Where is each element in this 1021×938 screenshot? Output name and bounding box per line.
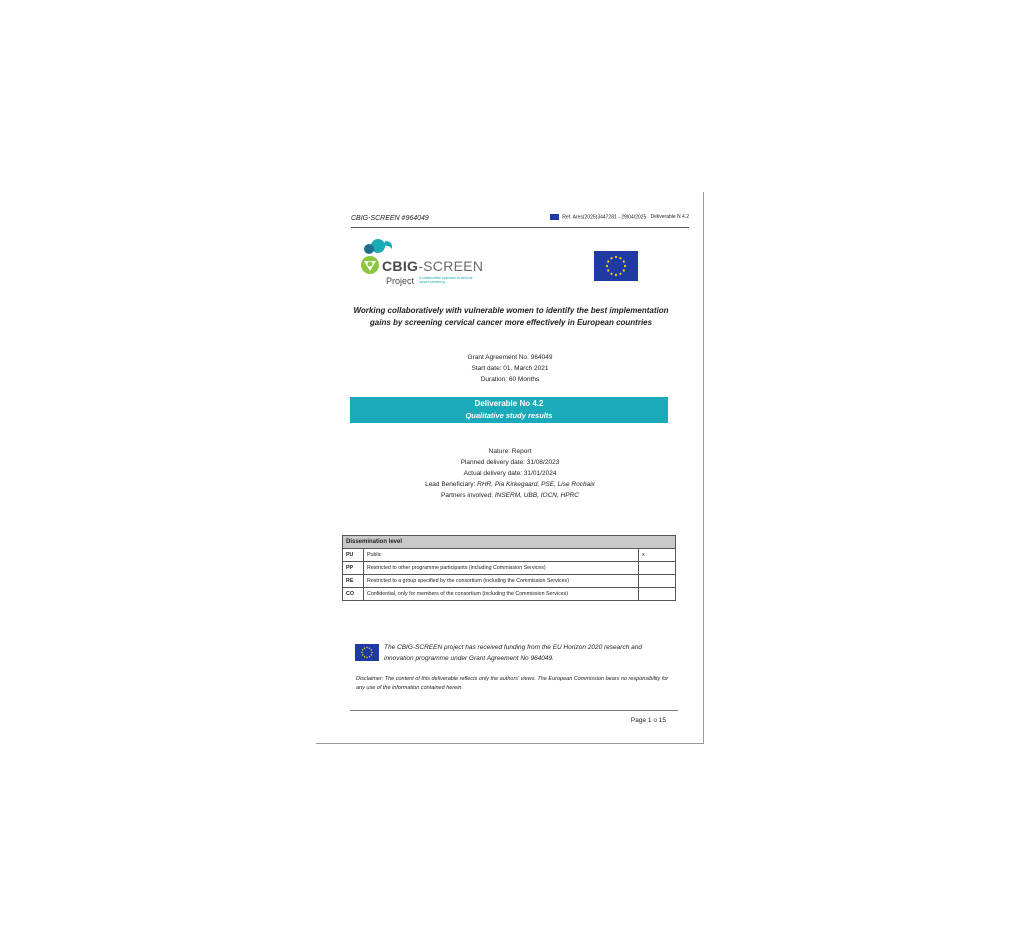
- footer-divider: [350, 710, 678, 711]
- eu-flag-icon: [550, 214, 559, 220]
- lead-beneficiary: Lead Beneficiary: RHR, Pia Kirkegaard, PSE, Lise Rochaix: [425, 481, 595, 488]
- level-mark: [639, 562, 676, 575]
- start-date: Start date: 01. March 2021: [471, 365, 549, 372]
- header-project-ref: CBIG-SCREEN #964049: [351, 215, 429, 222]
- level-mark: [639, 575, 676, 588]
- level-code: CO: [343, 588, 364, 601]
- dissemination-table: [342, 535, 676, 601]
- deliverable-number: Deliverable No 4.2: [474, 399, 544, 408]
- level-description: Restricted to a group specified by the consortium (including the Commission Services): [364, 575, 639, 588]
- table-row: [343, 562, 676, 575]
- header-divider: [351, 227, 689, 228]
- partners-involved: Partners involved: INSERM, UBB, IOCN, HPRC: [441, 492, 579, 499]
- level-code: PP: [343, 562, 364, 575]
- document-title: Working collaboratively with vulnerable women to identify the best implementation gains by screening cervical cancer more effectively in European countries: [353, 306, 669, 327]
- level-mark: [639, 588, 676, 601]
- header-reference: [550, 214, 689, 220]
- level-description: Public: [364, 549, 639, 562]
- table-header-row: [343, 536, 676, 549]
- table-row: [343, 549, 676, 562]
- level-description: Restricted to other programme participants (including Commission Services): [364, 562, 639, 575]
- logo-tagline: A collaborative approach to cervical cancer screening: [419, 276, 473, 284]
- level-code: PU: [343, 549, 364, 562]
- logo-wordmark: CBIG-SCREEN: [382, 258, 484, 274]
- header-deliverable-ref: Deliverable N 4.2: [650, 214, 689, 221]
- table-row: [343, 588, 676, 601]
- duration: Duration: 60 Months: [480, 376, 540, 383]
- level-mark: x: [639, 549, 676, 562]
- nature: Nature: Report: [488, 448, 532, 455]
- level-description: Confidential, only for members of the consortium (including the Commission Services): [364, 588, 639, 601]
- deliverable-name: Qualitative study results: [465, 411, 553, 420]
- grant-agreement: Grant Agreement No. 964049: [467, 354, 553, 361]
- table-row: [343, 575, 676, 588]
- disclaimer: Disclaimer: The content of this deliverable reflects only the authors' views. The European Commission bears no responsibility for any use of the information contained herein.: [356, 676, 669, 691]
- funding-statement: The CBIG-SCREEN project has received funding from the EU Horizon 2020 research and innovation programme under Grant Agreement No 964049.: [384, 644, 642, 662]
- ares-reference-stamp: Ref. Ares(2025)3447281 - 29/04/2025: [562, 214, 647, 221]
- planned-delivery-date: Planned delivery date: 31/08/2023: [460, 459, 560, 466]
- page-number: Page 1 o 15: [630, 717, 666, 724]
- actual-delivery-date: Actual delivery date: 31/01/2024: [463, 470, 557, 477]
- grant-info: [410, 352, 610, 385]
- level-code: RE: [343, 575, 364, 588]
- deliverable-banner: [350, 397, 668, 423]
- logo-subtitle: Project: [386, 276, 415, 286]
- dissemination-heading: Dissemination level: [343, 536, 676, 549]
- document-page: [316, 192, 704, 744]
- eu-flag-icon: [355, 644, 379, 661]
- deliverable-details: [380, 446, 640, 501]
- eu-flag-icon: [594, 251, 638, 281]
